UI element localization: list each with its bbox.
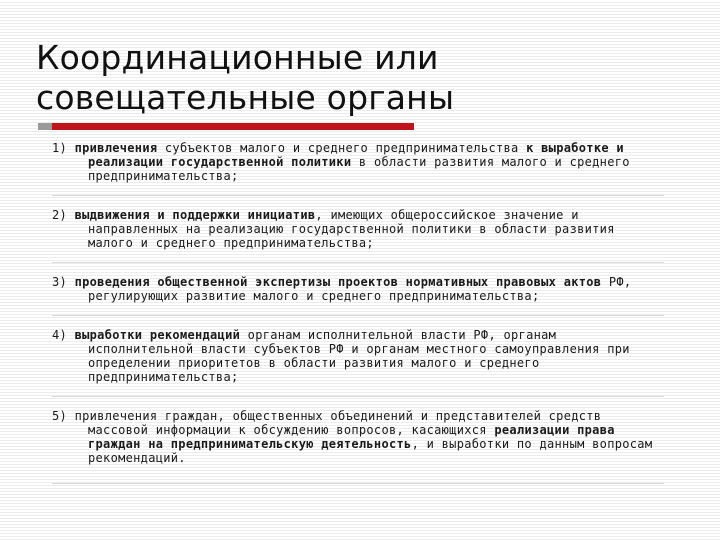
title-line-2: совещательные органы <box>36 78 455 117</box>
title-underline-grey <box>38 123 52 130</box>
item-strong: реализации права граждан на предпринимательскую деятельность <box>88 423 615 451</box>
item-number: 5) <box>52 409 68 423</box>
item-text: субъектов малого и среднего предпринимательства <box>157 141 527 155</box>
list-item-2 <box>52 208 664 250</box>
list-item-4 <box>52 328 664 384</box>
divider <box>52 315 664 316</box>
slide-title <box>36 38 696 118</box>
item-number: 4) <box>52 328 68 342</box>
item-text: , и выработки по данным вопросам рекомендаций. <box>88 437 653 465</box>
divider <box>52 396 664 397</box>
item-number: 1) <box>52 141 68 155</box>
item-text: РФ, регулирующих развитие малого и среднего предпринимательства; <box>88 275 632 303</box>
bottom-divider <box>52 483 664 484</box>
divider <box>52 262 664 263</box>
item-number: 3) <box>52 275 68 289</box>
item-strong: выработки рекомендаций <box>74 328 241 342</box>
item-strong: привлечения <box>74 141 158 155</box>
item-text: органам исполнительной власти РФ, органам исполнительной власти субъектов РФ и органам местного самоуправления при определении приоритетов в области развития малого и среднего предпринимательства; <box>88 328 630 384</box>
item-text: , имеющих общероссийское значение и направленных на реализацию государственной политики в области развития малого и среднего предпринимательства; <box>88 208 615 250</box>
item-text: в области развития малого и среднего предпринимательства; <box>88 155 630 183</box>
divider <box>52 195 664 196</box>
item-strong: к выработке и реализации государственной политики <box>88 141 624 169</box>
item-strong: проведения общественной экспертизы проектов нормативных правовых актов <box>74 275 602 289</box>
list-item-1 <box>52 141 664 183</box>
title-underline-red <box>52 123 414 130</box>
item-strong: выдвижения и поддержки инициатив <box>74 208 316 222</box>
item-number: 2) <box>52 208 68 222</box>
item-text: привлечения граждан, общественных объединений и представителей средств массовой информации к обсуждению вопросов, касающихся <box>74 409 602 437</box>
list-content <box>52 141 664 465</box>
list-item-5 <box>52 409 664 465</box>
list-item-3 <box>52 275 664 303</box>
title-line-1: Координационные или <box>36 38 439 77</box>
